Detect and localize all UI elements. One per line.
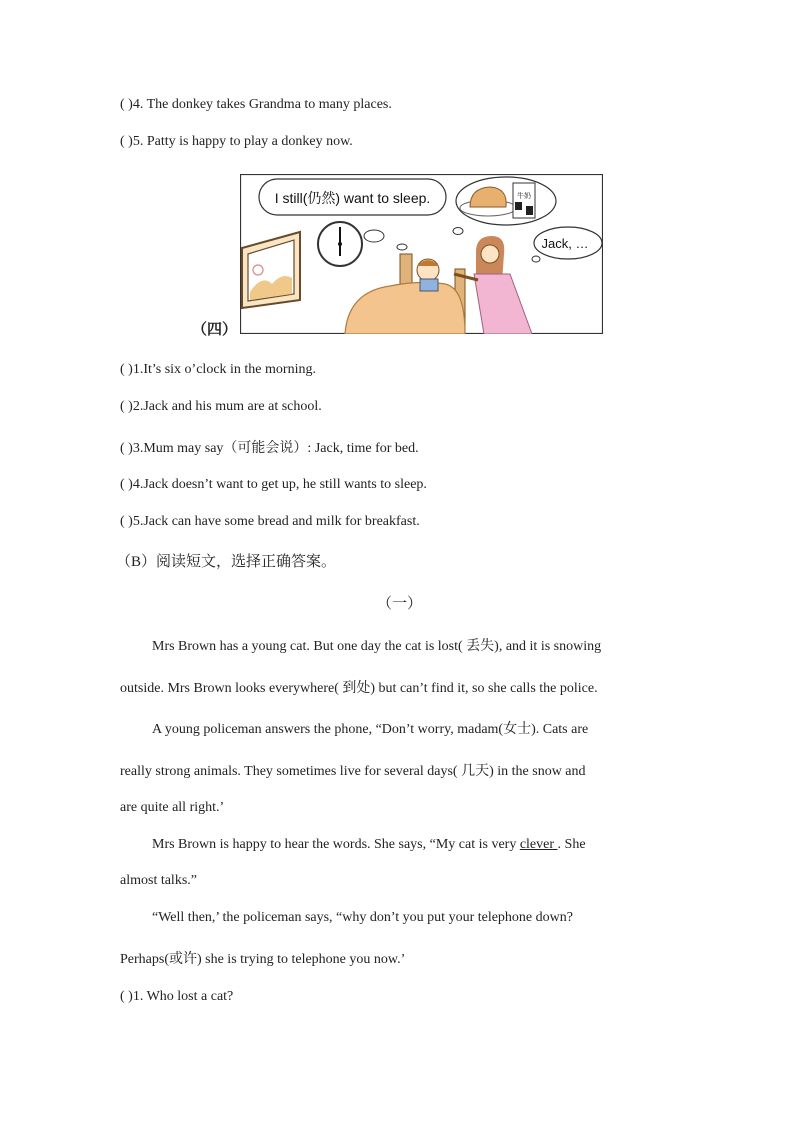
question-3-4: ( )4. The donkey takes Grandma to many places. [120, 97, 392, 112]
bedroom-illustration [240, 174, 603, 334]
section-b-instruction: （B）阅读短文，选择正确答案。 [116, 554, 337, 570]
underlined-word: clever [519, 837, 558, 852]
passage-line-9: Perhaps(或许) she is trying to telephone you now.’ [120, 952, 406, 967]
question-b-1: ( )1. Who lost a cat? [120, 989, 234, 1004]
question-4-1: ( )1.It’s six o’clock in the morning. [120, 362, 316, 377]
passage-number: （一） [377, 596, 423, 612]
question-3-5: ( )5. Patty is happy to play a donkey now. [120, 134, 353, 149]
mum-speech-text: Jack, … [541, 236, 589, 251]
passage-line-7: almost talks.” [120, 873, 197, 888]
passage-line-3: A young policeman answers the phone, “Don’t worry, madam(女士). Cats are [152, 722, 589, 737]
question-4-2: ( )2.Jack and his mum are at school. [120, 399, 322, 414]
passage-line-1: Mrs Brown has a young cat. But one day the cat is lost( 丢失), and it is snowing [152, 639, 602, 654]
thought-text: I still(仍然) want to sleep. [274, 190, 431, 206]
passage-line-8: “Well then,’ the policeman says, “why don’t you put your telephone down? [152, 910, 573, 925]
clock-icon [318, 222, 362, 266]
passage-line-5: are quite all right.’ [120, 800, 225, 815]
passage-line-2: outside. Mrs Brown looks everywhere( 到处) but can’t find it, so she calls the police. [120, 681, 598, 696]
milk-label: 牛奶 [517, 192, 531, 200]
passage-line-6 [152, 837, 586, 853]
boy-jack [417, 259, 439, 291]
passage-line-6-end: . She [557, 837, 586, 852]
question-4-3: ( )3.Mum may say（可能会说）: Jack, time for bed. [120, 441, 419, 456]
question-4-5: ( )5.Jack can have some bread and milk for breakfast. [120, 514, 420, 529]
section-four-label: （四） [192, 320, 238, 338]
passage-line-6-start: Mrs Brown is happy to hear the words. She says, “My cat is very [152, 837, 520, 852]
question-4-4: ( )4.Jack doesn’t want to get up, he still wants to sleep. [120, 477, 427, 492]
passage-line-4: really strong animals. They sometimes live for several days( 几天) in the snow and [120, 764, 586, 779]
